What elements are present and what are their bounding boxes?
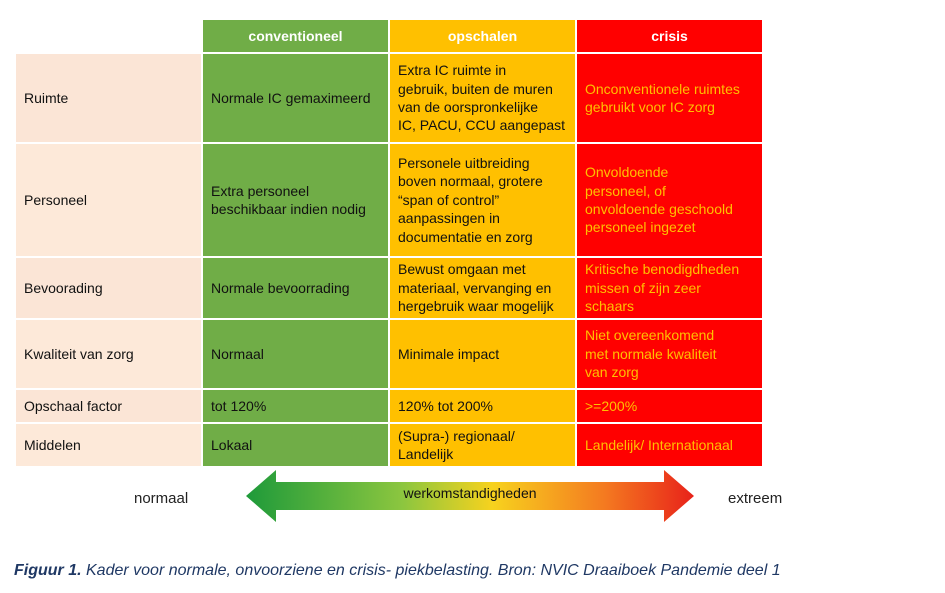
cell-ruimte-crisis: Onconventionele ruimtes gebruikt voor IC zorg [577,54,762,142]
row-label-middelen: Middelen [16,424,201,466]
table-corner [16,20,201,52]
row-label-kwaliteit: Kwaliteit van zorg [16,320,201,388]
cell-ruimte-conventioneel: Normale IC gemaximeerd [203,54,388,142]
framework-table [16,20,762,466]
cell-factor-opschalen: 120% tot 200% [390,390,575,422]
cell-ruimte-opschalen: Extra IC ruimte in gebruik, buiten de muren van de oorspronkelijke IC, PACU, CCU aangepast [390,54,575,142]
cell-bevoorading-opschalen: Bewust omgaan met materiaal, vervanging en hergebruik waar mogelijk [390,258,575,318]
cell-middelen-crisis: Landelijk/ Internationaal [577,424,762,466]
figure-caption [14,562,781,580]
row-label-opschaal-factor: Opschaal factor [16,390,201,422]
arrow-label: werkomstandigheden [403,485,537,501]
workload-arrow [246,468,694,524]
row-label-personeel: Personeel [16,144,201,256]
cell-middelen-opschalen: (Supra-) regionaal/ Landelijk [390,424,575,466]
caption-prefix: Figuur 1. [14,562,82,579]
caption-text: Kader voor normale, onvoorziene en crisis- piekbelasting. Bron: NVIC Draaiboek Pandemie deel 1 [81,562,781,579]
row-label-ruimte: Ruimte [16,54,201,142]
cell-kwaliteit-crisis: Niet overeenkomend met normale kwaliteit van zorg [577,320,762,388]
cell-personeel-conventioneel: Extra personeel beschikbaar indien nodig [203,144,388,256]
cell-personeel-crisis: Onvoldoende personeel, of onvoldoende geschoold personeel ingezet [577,144,762,256]
cell-factor-crisis: >=200% [577,390,762,422]
header-opschalen: opschalen [390,20,575,52]
cell-personeel-opschalen: Personele uitbreiding boven normaal, grotere “span of control” aanpassingen in documentatie en zorg [390,144,575,256]
arrow-left-label: normaal [134,490,189,507]
arrow-right-label: extreem [728,490,783,507]
cell-factor-conventioneel: tot 120% [203,390,388,422]
cell-bevoorading-crisis: Kritische benodigdheden missen of zijn zeer schaars [577,258,762,318]
header-crisis: crisis [577,20,762,52]
cell-kwaliteit-opschalen: Minimale impact [390,320,575,388]
cell-kwaliteit-conventioneel: Normaal [203,320,388,388]
row-label-bevoorading: Bevoorading [16,258,201,318]
header-conventioneel: conventioneel [203,20,388,52]
cell-bevoorading-conventioneel: Normale bevoorrading [203,258,388,318]
cell-middelen-conventioneel: Lokaal [203,424,388,466]
